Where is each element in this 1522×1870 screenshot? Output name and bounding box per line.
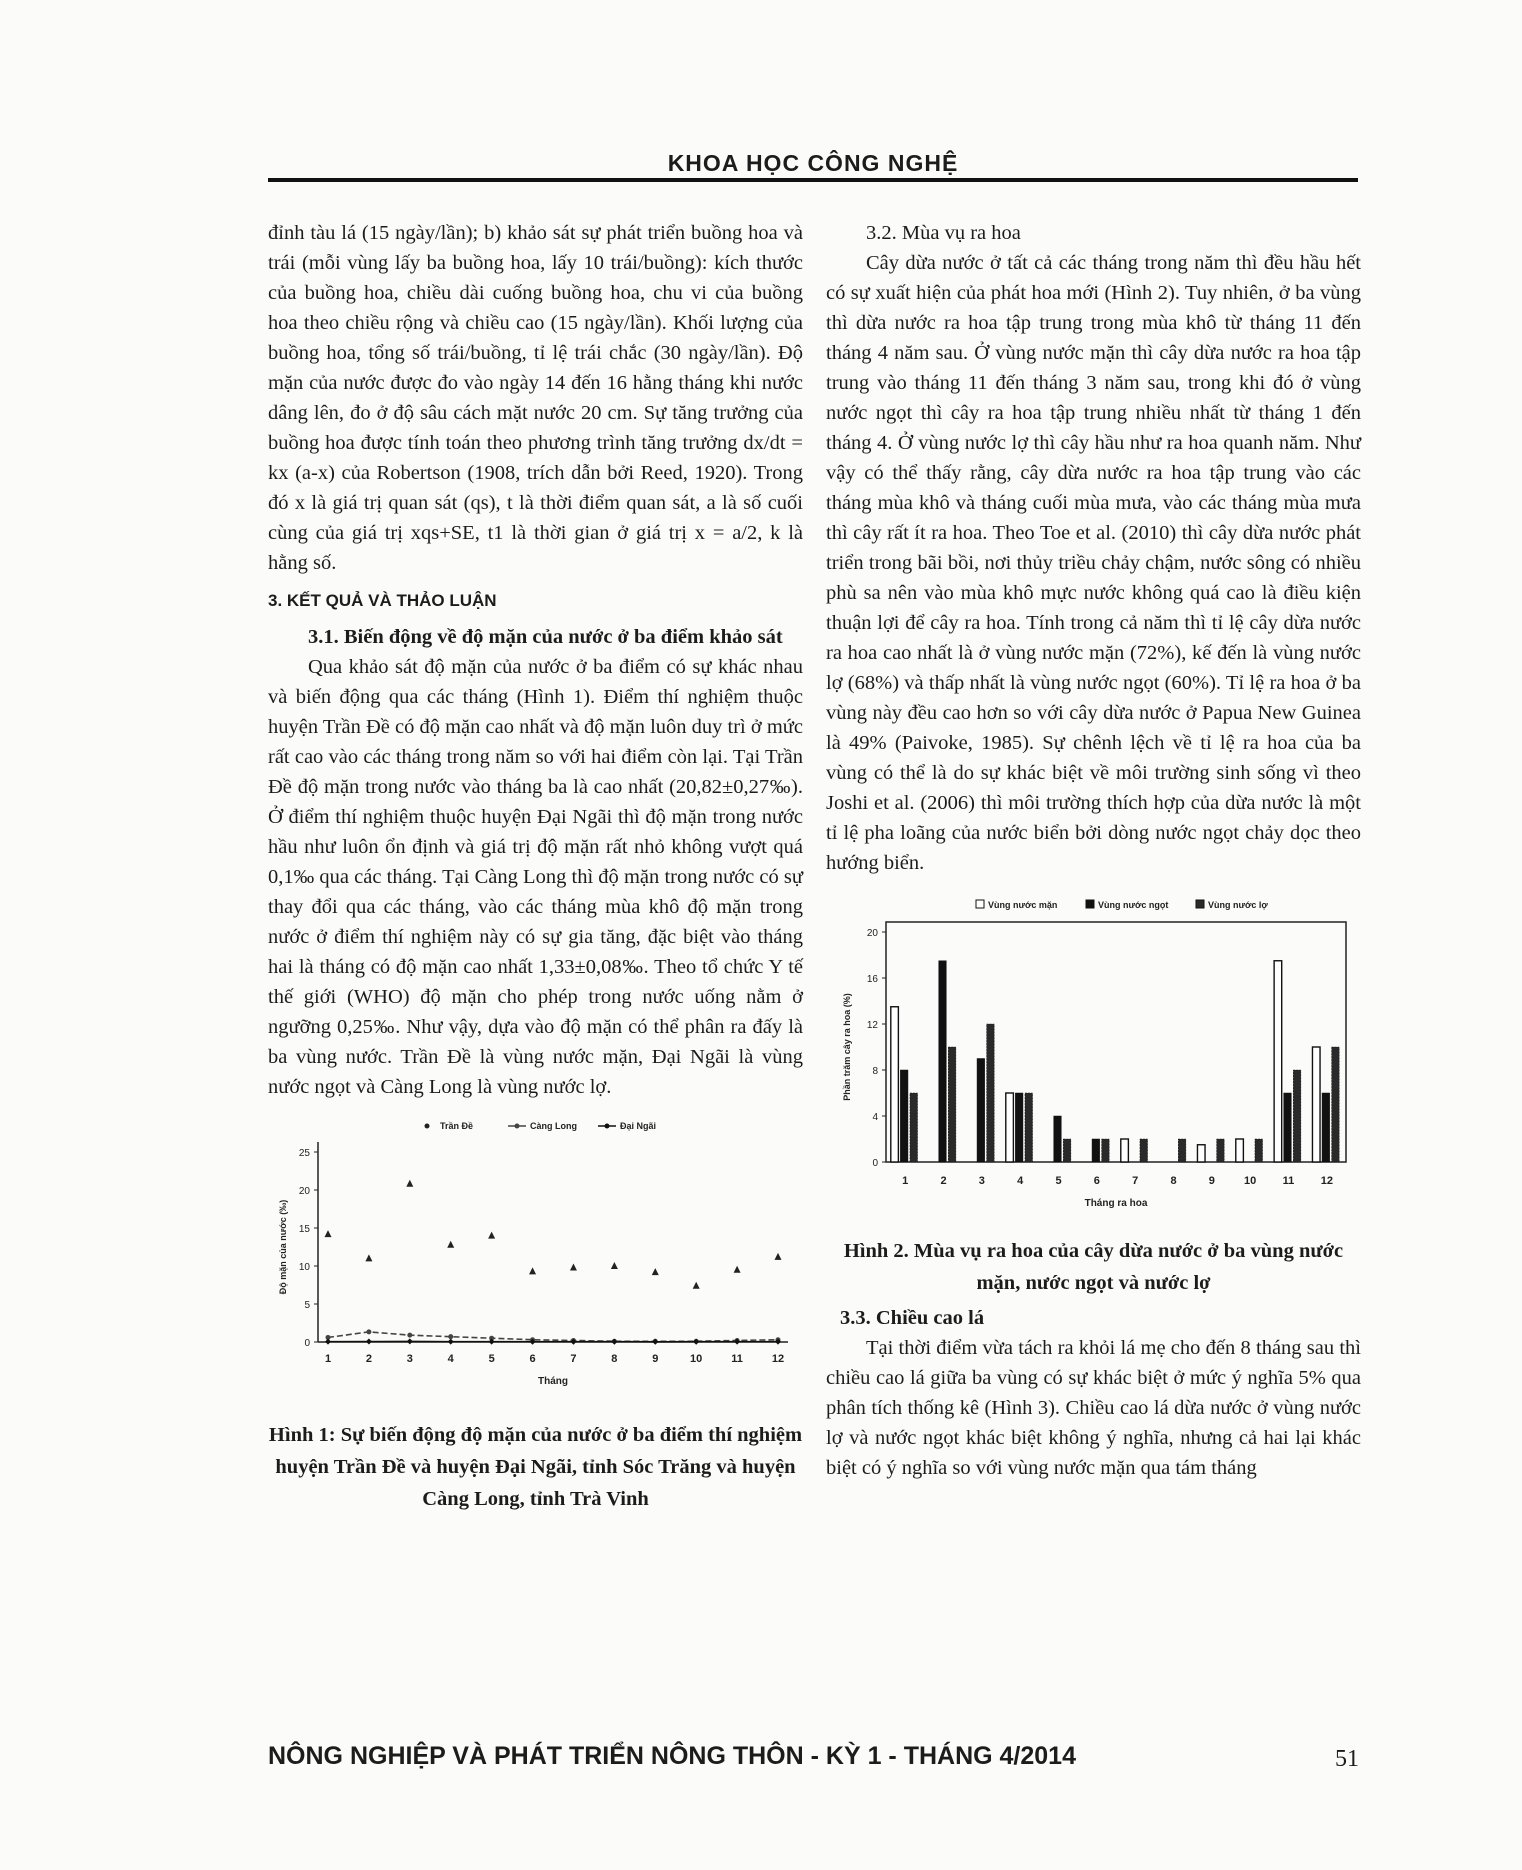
data-point-Trần Đề: [325, 1230, 332, 1237]
data-point-Càng Long: [448, 1334, 453, 1339]
y-tick-label: 5: [304, 1300, 310, 1311]
data-point-Trần Đề: [652, 1268, 659, 1275]
x-tick-label: 3: [406, 1353, 413, 1365]
data-point-Trần Đề: [734, 1266, 741, 1273]
bar-Vùng nước lợ-9: [1217, 1139, 1225, 1162]
legend-swatch: [1086, 900, 1094, 908]
bar-Vùng nước lợ-12: [1332, 1047, 1340, 1162]
x-tick-label: 10: [690, 1353, 703, 1365]
bar-Vùng nước lợ-7: [1140, 1139, 1148, 1162]
legend-label: Càng Long: [530, 1121, 577, 1131]
y-tick-label: 4: [872, 1112, 878, 1123]
x-tick-label: 4: [447, 1353, 454, 1365]
paragraph-salinity: Qua khảo sát độ mặn của nước ở ba điểm có sự khác nhau và biến động qua các tháng (Hình 1). Điểm thí nghiệm thuộc huyện Trần Đề có độ mặn cao nhất và độ mặn luôn duy trì ở mức rất cao vào các tháng trong năm so với hai điểm còn lại. Tại Trần Đề độ mặn trong nước vào tháng ba là cao nhất (20,82±0,27‰). Ở điểm thí nghiệm thuộc huyện Đại Ngãi thì độ mặn trong nước hầu như luôn ổn định và giá trị độ mặn rất nhỏ không vượt quá 0,1‰ qua các tháng. Tại Càng Long thì độ mặn trong nước có sự thay đổi qua các tháng, vào các tháng mùa khô độ mặn trong nước ở điểm thí nghiệm này có sự gia tăng, đặc biệt vào tháng hai là tháng có độ mặn cao nhất 1,33±0,08‰. Theo tổ chức Y tế thế giới (WHO) độ mặn cho phép trong nước uống nằm ở ngưỡng 0,25‰. Như vậy, dựa vào độ mặn có thể phân ra đấy là ba vùng nước. Trần Đề là vùng nước mặn, Đại Ngãi là vùng nước ngọt và Càng Long là vùng nước lợ.: [268, 656, 803, 1098]
data-point-Trần Đề: [529, 1267, 536, 1274]
legend-swatch: [976, 900, 984, 908]
sub-heading-3-2: 3.2. Mùa vụ ra hoa: [866, 222, 1021, 244]
figure-2-caption: Hình 2. Mùa vụ ra hoa của cây dừa nước ở ba vùng nước mặn, nước ngọt và nước lợ: [843, 1240, 1344, 1294]
bar-Vùng nước lợ-2: [948, 1047, 956, 1162]
legend-label: Vùng nước mặn: [988, 900, 1058, 910]
y-tick-label: 20: [866, 928, 878, 939]
data-point-Đại Ngãi: [611, 1339, 617, 1345]
left-column: [268, 218, 803, 1515]
data-point-Đại Ngãi: [448, 1339, 454, 1345]
x-tick-label: 5: [488, 1353, 495, 1365]
footer-journal: NÔNG NGHIỆP VÀ PHÁT TRIỂN NÔNG THÔN - KỲ 1 - THÁNG 4/2014: [268, 1742, 1076, 1770]
x-tick-label: 3: [978, 1175, 985, 1187]
y-tick-label: 20: [298, 1186, 310, 1197]
x-tick-label: 11: [1282, 1175, 1295, 1187]
legend-marker: [425, 1124, 430, 1129]
figure-2: [826, 892, 1361, 1299]
section-heading: 3. KẾT QUẢ VÀ THẢO LUẬN: [268, 591, 497, 610]
bar-Vùng nước ngọt-1: [900, 1070, 908, 1162]
y-axis-title: Độ mặn của nước (‰): [278, 1199, 288, 1295]
x-tick-label: 9: [1208, 1175, 1215, 1187]
x-tick-label: 5: [1055, 1175, 1062, 1187]
bar-Vùng nước lợ-8: [1178, 1139, 1186, 1162]
bar-Vùng nước mặn-9: [1197, 1145, 1205, 1162]
page-number: 51: [1335, 1746, 1359, 1772]
x-tick-label: 9: [652, 1353, 659, 1365]
bar-Vùng nước lợ-10: [1255, 1139, 1263, 1162]
x-tick-label: 1: [324, 1353, 332, 1365]
legend-label: Trần Đề: [440, 1121, 474, 1131]
x-tick-label: 10: [1244, 1175, 1257, 1187]
data-point-Trần Đề: [570, 1264, 577, 1271]
legend-marker: [515, 1124, 520, 1129]
x-tick-label: 7: [570, 1353, 577, 1365]
x-tick-label: 7: [1132, 1175, 1139, 1187]
bar-Vùng nước ngọt-11: [1284, 1093, 1292, 1162]
bar-Vùng nước mặn-10: [1236, 1139, 1244, 1162]
figure-1-caption: Hình 1: Sự biến động độ mặn của nước ở ba điểm thí nghiệm huyện Trần Đề và huyện Đại Ngãi, tỉnh Sóc Trăng và huyện Càng Long, tỉnh Trà Vinh: [268, 1424, 803, 1510]
x-tick-label: 2: [940, 1175, 947, 1187]
data-point-Trần Đề: [611, 1262, 618, 1269]
data-point-Đại Ngãi: [325, 1339, 331, 1345]
x-tick-label: 8: [611, 1353, 618, 1365]
right-column: [826, 218, 1361, 1483]
y-tick-label: 10: [298, 1262, 310, 1273]
paragraph-leaf-height: Tại thời điểm vừa tách ra khỏi lá mẹ cho đến 8 tháng sau thì chiều cao lá giữa ba vùng có sự khác biệt ở mức ý nghĩa 5% qua phân tích thống kê (Hình 3). Chiều cao lá dừa nước ở vùng nước lợ và nước ngọt khác biệt không ý nghĩa, nhưng cả hai lại khác biệt có ý nghĩa so với vùng nước mặn qua tám tháng: [826, 1337, 1361, 1479]
x-tick-label: 1: [902, 1175, 909, 1187]
legend-label: Vùng nước lợ: [1208, 900, 1268, 910]
x-tick-label: 8: [1170, 1175, 1177, 1187]
data-point-Trần Đề: [447, 1241, 454, 1248]
x-tick-label: 12: [1320, 1175, 1333, 1187]
bar-Vùng nước mặn-7: [1121, 1139, 1129, 1162]
bar-Vùng nước lợ-3: [987, 1024, 995, 1162]
legend-marker: [605, 1124, 610, 1129]
figure-1: [268, 1112, 803, 1515]
header-rule: [268, 178, 1358, 182]
data-point-Trần Đề: [775, 1253, 782, 1260]
paragraph-flowering: Cây dừa nước ở tất cả các tháng trong năm thì đều hầu hết có sự xuất hiện của phát hoa mới (Hình 2). Tuy nhiên, ở ba vùng thì dừa nước ra hoa tập trung trong mùa khô từ tháng 11 đến tháng 4 năm sau. Ở vùng nước mặn thì cây dừa nước ra hoa tập trung vào tháng 11 đến tháng 3 năm sau, trong khi đó ở vùng nước ngọt thì cây ra hoa tập trung nhiều nhất từ tháng 1 đến tháng 4. Ở vùng nước lợ thì cây hầu như ra hoa quanh năm. Như vậy có thể thấy rằng, cây dừa nước ra hoa tập trung vào các tháng mùa khô và tháng cuối mùa mưa, vào các tháng mùa mưa thì cây rất ít ra hoa. Theo Toe et al. (2010) thì cây dừa nước phát triển trong bãi bồi, nơi thủy triều chảy chậm, nước sông có nhiều phù sa nên vào mùa khô mực nước không quá cao là điều kiện thuận lợi để cây ra hoa. Tính trong cả năm thì tỉ lệ cây dừa nước ra hoa cao nhất là ở vùng nước mặn (72%), kế đến là vùng nước lợ (68%) và thấp nhất là vùng nước ngọt (60%). Tỉ lệ ra hoa ở ba vùng này đều cao hơn so với cây dừa nước ở Papua New Guinea là 49% (Paivoke, 1985). Sự chênh lệch về tỉ lệ ra hoa của ba vùng có thể là do sự khác biệt về môi trường sinh sống vì theo Joshi et al. (2006) thì môi trường thích hợp của dừa nước là một tỉ lệ pha loãng của nước biển bởi dòng nước ngọt chảy dọc theo hướng biển.: [826, 252, 1361, 874]
data-point-Trần Đề: [488, 1232, 495, 1239]
bar-Vùng nước mặn-12: [1312, 1047, 1320, 1162]
data-point-Càng Long: [366, 1329, 371, 1334]
y-axis-title: Phần trăm cây ra hoa (%): [842, 993, 852, 1101]
paragraph-continued: đỉnh tàu lá (15 ngày/lần); b) khảo sát sự phát triển buồng hoa và trái (mỗi vùng lấy ba buồng hoa, lấy 10 trái/buồng): kích thước của buồng hoa, chiều dài cuống buồng hoa, chu vi của buồng hoa theo chiều rộng và chiều cao (15 ngày/lần). Khối lượng của buồng hoa, tổng số trái/buồng, tỉ lệ trái chắc (30 ngày/lần). Độ mặn của nước được đo vào ngày 14 đến 16 hằng tháng khi nước dâng lên, đo ở độ sâu cách mặt nước 20 cm. Sự tăng trưởng của buồng hoa được tính toán theo phương trình tăng trưởng dx/dt = kx (a-x) của Robertson (1908, trích dẫn bởi Reed, 1920). Trong đó x là giá trị quan sát (qs), t là thời điểm quan sát, a là số cuối cùng của giá trị xqs+SE, t1 là thời gian ở giá trị x = a/2, k là hằng số.: [268, 222, 803, 574]
x-tick-label: 6: [1093, 1175, 1100, 1187]
bar-Vùng nước mặn-1: [891, 1007, 899, 1162]
x-tick-label: 12: [771, 1353, 785, 1365]
data-point-Trần Đề: [365, 1254, 372, 1261]
bar-Vùng nước mặn-11: [1274, 961, 1282, 1162]
data-point-Đại Ngãi: [693, 1339, 699, 1345]
x-tick-label: 4: [1017, 1175, 1024, 1187]
x-tick-label: 2: [365, 1353, 372, 1365]
legend-swatch: [1196, 900, 1204, 908]
y-tick-label: 25: [298, 1148, 310, 1159]
data-point-Trần Đề: [406, 1180, 413, 1187]
data-point-Trần Đề: [693, 1282, 700, 1289]
data-point-Đại Ngãi: [407, 1338, 413, 1344]
data-point-Đại Ngãi: [366, 1339, 372, 1345]
bar-Vùng nước lợ-5: [1063, 1139, 1071, 1162]
bar-Vùng nước ngọt-2: [939, 961, 947, 1162]
y-tick-label: 0: [872, 1158, 878, 1169]
flowering-chart: [826, 892, 1361, 1222]
sub-heading-3-3: 3.3. Chiều cao lá: [840, 1307, 985, 1329]
x-tick-label: 11: [731, 1353, 743, 1365]
bar-Vùng nước ngọt-3: [977, 1059, 985, 1163]
y-tick-label: 16: [866, 974, 878, 985]
page-header: KHOA HỌC CÔNG NGHỆ: [667, 150, 959, 176]
data-point-Đại Ngãi: [652, 1339, 658, 1345]
bar-Vùng nước ngọt-4: [1015, 1093, 1023, 1162]
salinity-chart: [268, 1112, 803, 1402]
x-axis-title: Tháng ra hoa: [1084, 1198, 1148, 1209]
legend-label: Vùng nước ngọt: [1098, 900, 1169, 910]
bar-Vùng nước mặn-4: [1006, 1093, 1014, 1162]
sub-heading-3-1: 3.1. Biến động về độ mặn của nước ở ba điểm khảo sát: [308, 626, 783, 648]
y-tick-label: 8: [872, 1066, 878, 1077]
x-axis-title: Tháng: [538, 1376, 568, 1387]
series-line-2: [328, 1332, 778, 1341]
bar-Vùng nước lợ-11: [1293, 1070, 1301, 1162]
y-tick-label: 0: [304, 1338, 310, 1349]
y-tick-label: 15: [298, 1224, 310, 1235]
bar-Vùng nước ngọt-12: [1322, 1093, 1330, 1162]
bar-Vùng nước ngọt-6: [1092, 1139, 1100, 1162]
bar-Vùng nước lợ-4: [1025, 1093, 1033, 1162]
x-tick-label: 6: [529, 1353, 536, 1365]
bar-Vùng nước lợ-6: [1102, 1139, 1110, 1162]
bar-Vùng nước lợ-1: [910, 1093, 918, 1162]
bar-Vùng nước ngọt-5: [1054, 1116, 1062, 1162]
legend-label: Đại Ngãi: [620, 1121, 657, 1131]
data-point-Càng Long: [407, 1333, 412, 1338]
y-tick-label: 12: [866, 1020, 878, 1031]
